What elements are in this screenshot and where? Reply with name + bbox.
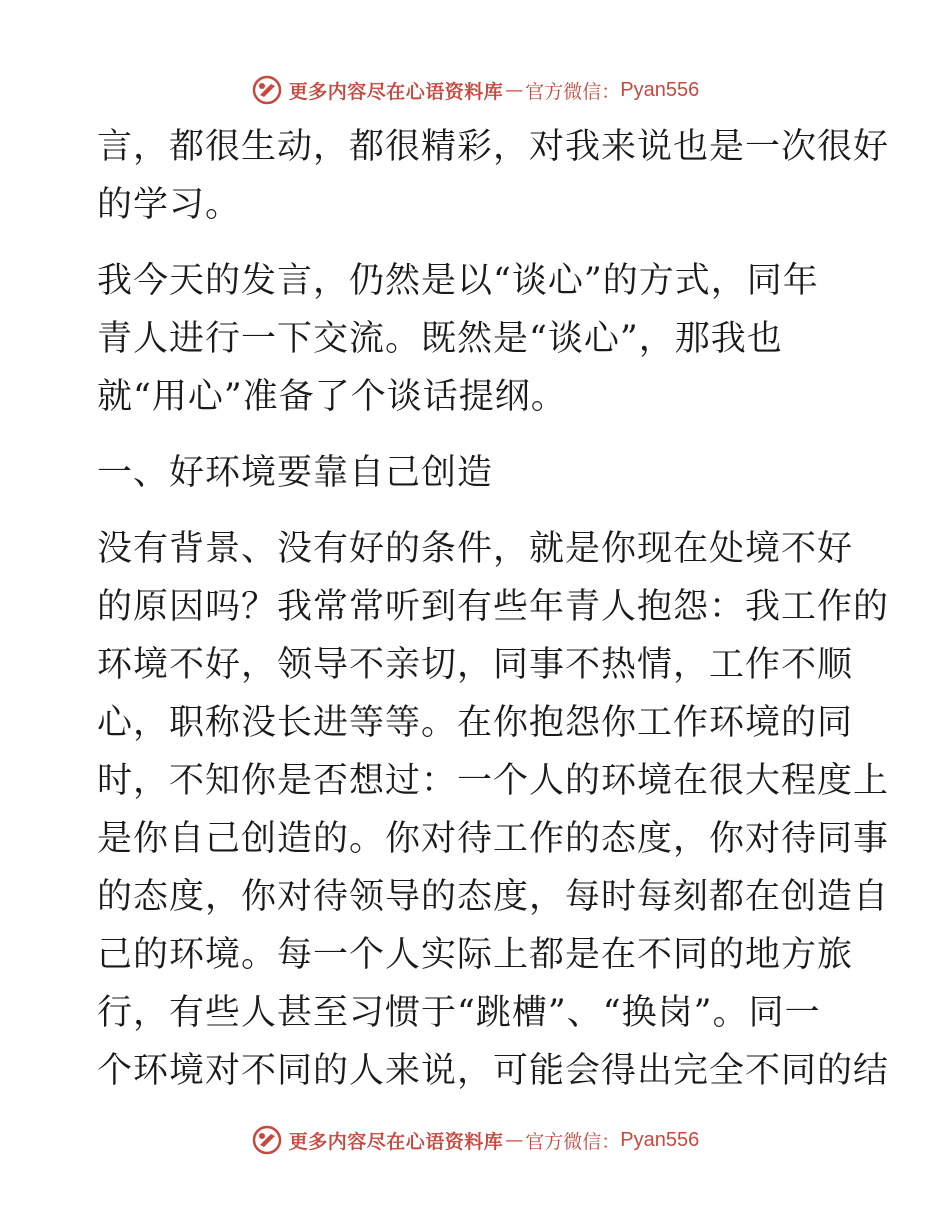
document-body bbox=[97, 118, 890, 1100]
header-banner bbox=[0, 70, 950, 110]
text-line: 青人进行一下交流。既然是“谈心”，那我也 bbox=[97, 319, 783, 359]
footer-banner bbox=[0, 1120, 950, 1160]
brand-logo-icon bbox=[251, 1124, 283, 1156]
brand-logo-icon bbox=[251, 74, 283, 106]
text-line: 行，有些人甚至习惯于“跳槽”、“换岗”。同一 bbox=[97, 993, 821, 1033]
footer-wechat-id: Pyan556 bbox=[620, 1128, 700, 1151]
text-line: 环境不好，领导不亲切，同事不热情，工作不顺 bbox=[97, 645, 854, 685]
footer-wechat-label: 官方微信： bbox=[525, 1130, 621, 1153]
header-wechat-id: Pyan556 bbox=[620, 78, 700, 101]
section-heading bbox=[97, 444, 857, 502]
footer-brand-text: 更多内容尽在心语资料库 bbox=[288, 1130, 504, 1153]
text-line: 是你自己创造的。你对待工作的态度，你对待同事 bbox=[97, 819, 890, 859]
text-line: 一、好环境要靠自己创造 bbox=[97, 453, 494, 493]
text-line: 个环境对不同的人来说，可能会得出完全不同的结 bbox=[97, 1051, 890, 1091]
paragraph bbox=[97, 118, 890, 234]
text-line: 己的环境。每一个人实际上都是在不同的地方旅 bbox=[97, 935, 854, 975]
text-line: 的学习。 bbox=[97, 185, 242, 225]
text-line: 言，都很生动，都很精彩，对我来说也是一次很好 bbox=[97, 127, 890, 167]
header-separator: — bbox=[505, 79, 524, 101]
text-line: 心，职称没长进等等。在你抱怨你工作环境的同 bbox=[97, 703, 854, 743]
footer-separator: — bbox=[505, 1129, 524, 1151]
paragraph bbox=[97, 520, 890, 1100]
text-line: 没有背景、没有好的条件，就是你现在处境不好 bbox=[97, 529, 854, 569]
text-line: 时，不知你是否想过：一个人的环境在很大程度上 bbox=[97, 761, 890, 801]
header-wechat-label: 官方微信： bbox=[525, 80, 621, 103]
paragraph bbox=[97, 252, 857, 426]
header-brand-text: 更多内容尽在心语资料库 bbox=[288, 80, 504, 103]
text-line: 我今天的发言，仍然是以“谈心”的方式，同年 bbox=[97, 261, 819, 301]
text-line: 的态度，你对待领导的态度，每时每刻都在创造自 bbox=[97, 877, 890, 917]
text-line: 的原因吗？我常常听到有些年青人抱怨：我工作的 bbox=[97, 587, 890, 627]
text-line: 就“用心”准备了个谈话提纲。 bbox=[97, 377, 567, 417]
